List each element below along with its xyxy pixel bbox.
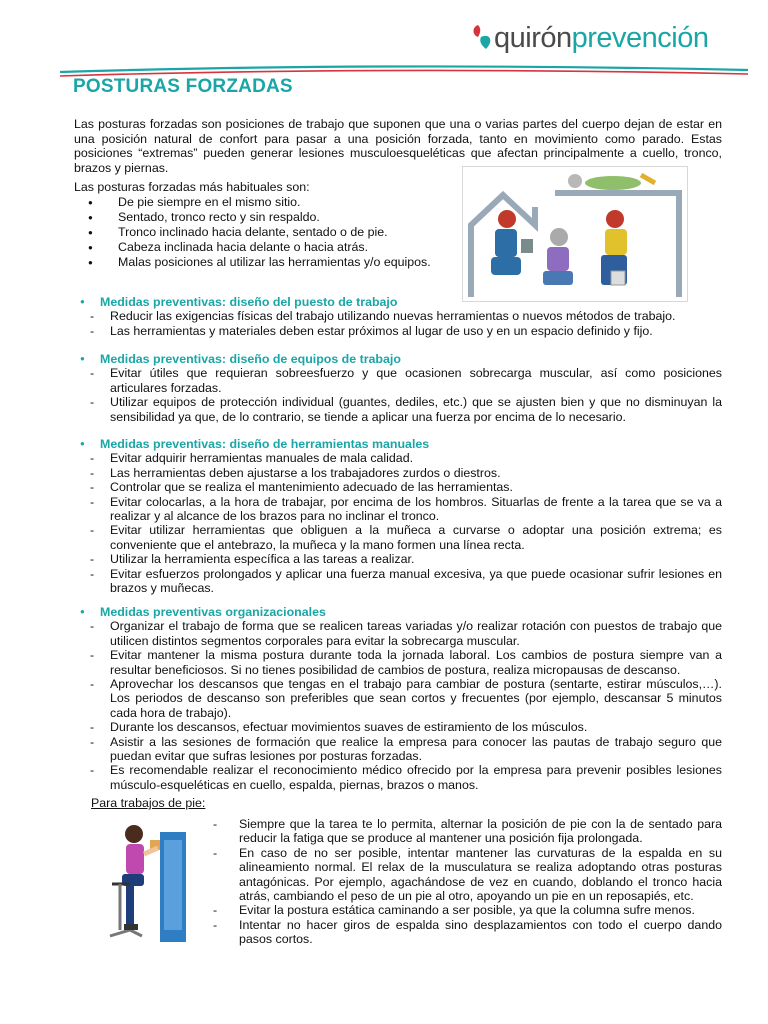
workers-illustration	[462, 166, 688, 302]
standing-worker-illustration	[100, 818, 190, 944]
list-item: - Evitar útiles que requieran sobreesfuerzo y que ocasionen sobrecarga muscular, así como posiciones articulares forzadas.	[80, 366, 722, 395]
list-item: - Es recomendable realizar el reconocimiento médico ofrecido por la empresa para prevenir posibles lesiones músculo-esqueléticas en cuello, espalda, piernas, brazos o manos.	[80, 763, 722, 792]
intro-paragraph: Las posturas forzadas son posiciones de trabajo que suponen que una o varias partes del cuerpo dejan de estar en una posición natural de confort para pasar a una posición forzada, tanto en movimiento como parado. Estas posiciones “extremas” pueden generar lesiones musculoesqueléticas que afectan principalmente a cuello, tronco, brazos y piernas.	[74, 117, 722, 175]
list-item: - En caso de no ser posible, intentar mantener las curvaturas de la espalda en su alineamiento normal. El relax de la musculatura se realiza adoptando otras posturas antagónicas. Por ejemplo, agachándose de vez en cuando, doblando el tronco hacia atrás, cambiando el peso de un pie al otro, apoyando un pie en un reposapiés, etc.	[213, 846, 722, 904]
list-item: - Utilizar la herramienta específica a las tareas a realizar.	[80, 552, 722, 566]
list-item: ● Malas posiciones al utilizar las herramientas y/o equipos.	[88, 255, 431, 270]
list-item: - Utilizar equipos de protección individual (guantes, dediles, etc.) que se ajusten bien y que no disminuyan la sensibilidad ya que, de lo contrario, se tiende a aplicar una fuerza por encima de lo necesario.	[80, 395, 722, 424]
section-title: ● Medidas preventivas organizacionales	[80, 605, 722, 619]
list-item: - Evitar colocarlas, a la hora de trabajar, por encima de los hombros. Situarlas de frente a la tarea que se va a realizar y al alcance de los brazos para no inclinar el tronco.	[80, 495, 722, 524]
section-title: ● Medidas preventivas: diseño de herramientas manuales	[80, 437, 722, 451]
company-logo	[472, 18, 709, 58]
section-organizacionales	[80, 605, 722, 792]
list-item: - Aprovechar los descansos que tengas en el trabajo para cambiar de postura (sentarte, estirar músculos,…). Los periodos de descanso son preferibles que sean cortos y frecuentes (por ejemplo, descansar 5 minutos cada hora de trabajo).	[80, 677, 722, 720]
list-item: - Siempre que la tarea te lo permita, alternar la posición de pie con la de sentado para reducir la fatiga que se produce al mantener una posición fija prolongada.	[213, 817, 722, 846]
logo-text: quirónprevención	[494, 21, 709, 54]
list-item: - Evitar mantener la misma postura durante toda la jornada laboral. Los cambios de postura siempre van a resultar beneficiosos. Si no tienes posibilidad de cambios de postura, realiza micropausas de descanso.	[80, 648, 722, 677]
list-item: ● Cabeza inclinada hacia delante o hacia atrás.	[88, 240, 431, 255]
list-item: - Evitar esfuerzos prolongados y aplicar una fuerza manual excesiva, ya que puede ocasionar sufrir lesiones en brazos y muñecas.	[80, 567, 722, 596]
list-item: ● De pie siempre en el mismo sitio.	[88, 195, 431, 210]
habituales-intro: Las posturas forzadas más habituales son:	[74, 180, 310, 194]
list-item: ● Tronco inclinado hacia delante, sentado o de pie.	[88, 225, 431, 240]
list-item: - Evitar adquirir herramientas manuales de mala calidad.	[80, 451, 722, 465]
page-title: POSTURAS FORZADAS	[73, 76, 293, 97]
list-item: - Controlar que se realiza el mantenimiento adecuado de las herramientas.	[80, 480, 722, 494]
list-item: - Organizar el trabajo de forma que se realicen tareas variadas y/o realizar rotación con puestos de trabajo que utilicen distintos segmentos corporales para evitar la sobrecarga muscular.	[80, 619, 722, 648]
habituales-list	[88, 195, 431, 270]
list-item: - Las herramientas deben ajustarse a los trabajadores zurdos o diestros.	[80, 466, 722, 480]
section-title: ● Medidas preventivas: diseño del puesto de trabajo	[80, 295, 722, 309]
list-item: ● Sentado, tronco recto y sin respaldo.	[88, 210, 431, 225]
list-item: - Reducir las exigencias físicas del trabajo utilizando nuevas herramientas o nuevos métodos de trabajo.	[80, 309, 722, 323]
section-puesto	[80, 295, 722, 338]
pie-list	[213, 817, 722, 947]
list-item: - Evitar la postura estática caminando a ser posible, ya que la columna sufre menos.	[213, 903, 722, 917]
list-item: - Las herramientas y materiales deben estar próximos al lugar de uso y en un espacio definido y fijo.	[80, 324, 722, 338]
list-item: - Asistir a las sesiones de formación que realice la empresa para conocer las pautas de trabajo seguro que puedan evitar que sufras lesiones por posturas forzadas.	[80, 735, 722, 764]
pie-heading: Para trabajos de pie:	[91, 796, 206, 810]
section-equipos	[80, 352, 722, 424]
quiron-logo-icon	[472, 21, 494, 55]
section-title: ● Medidas preventivas: diseño de equipos de trabajo	[80, 352, 722, 366]
section-herramientas	[80, 437, 722, 595]
list-item: - Intentar no hacer giros de espalda sino desplazamientos con todo el cuerpo dando pasos cortos.	[213, 918, 722, 947]
list-item: - Durante los descansos, efectuar movimientos suaves de estiramiento de los músculos.	[80, 720, 722, 734]
list-item: - Evitar utilizar herramientas que obliguen a la muñeca a curvarse o adoptar una posición extrema; es conveniente que el antebrazo, la muñeca y la mano formen una línea recta.	[80, 523, 722, 552]
